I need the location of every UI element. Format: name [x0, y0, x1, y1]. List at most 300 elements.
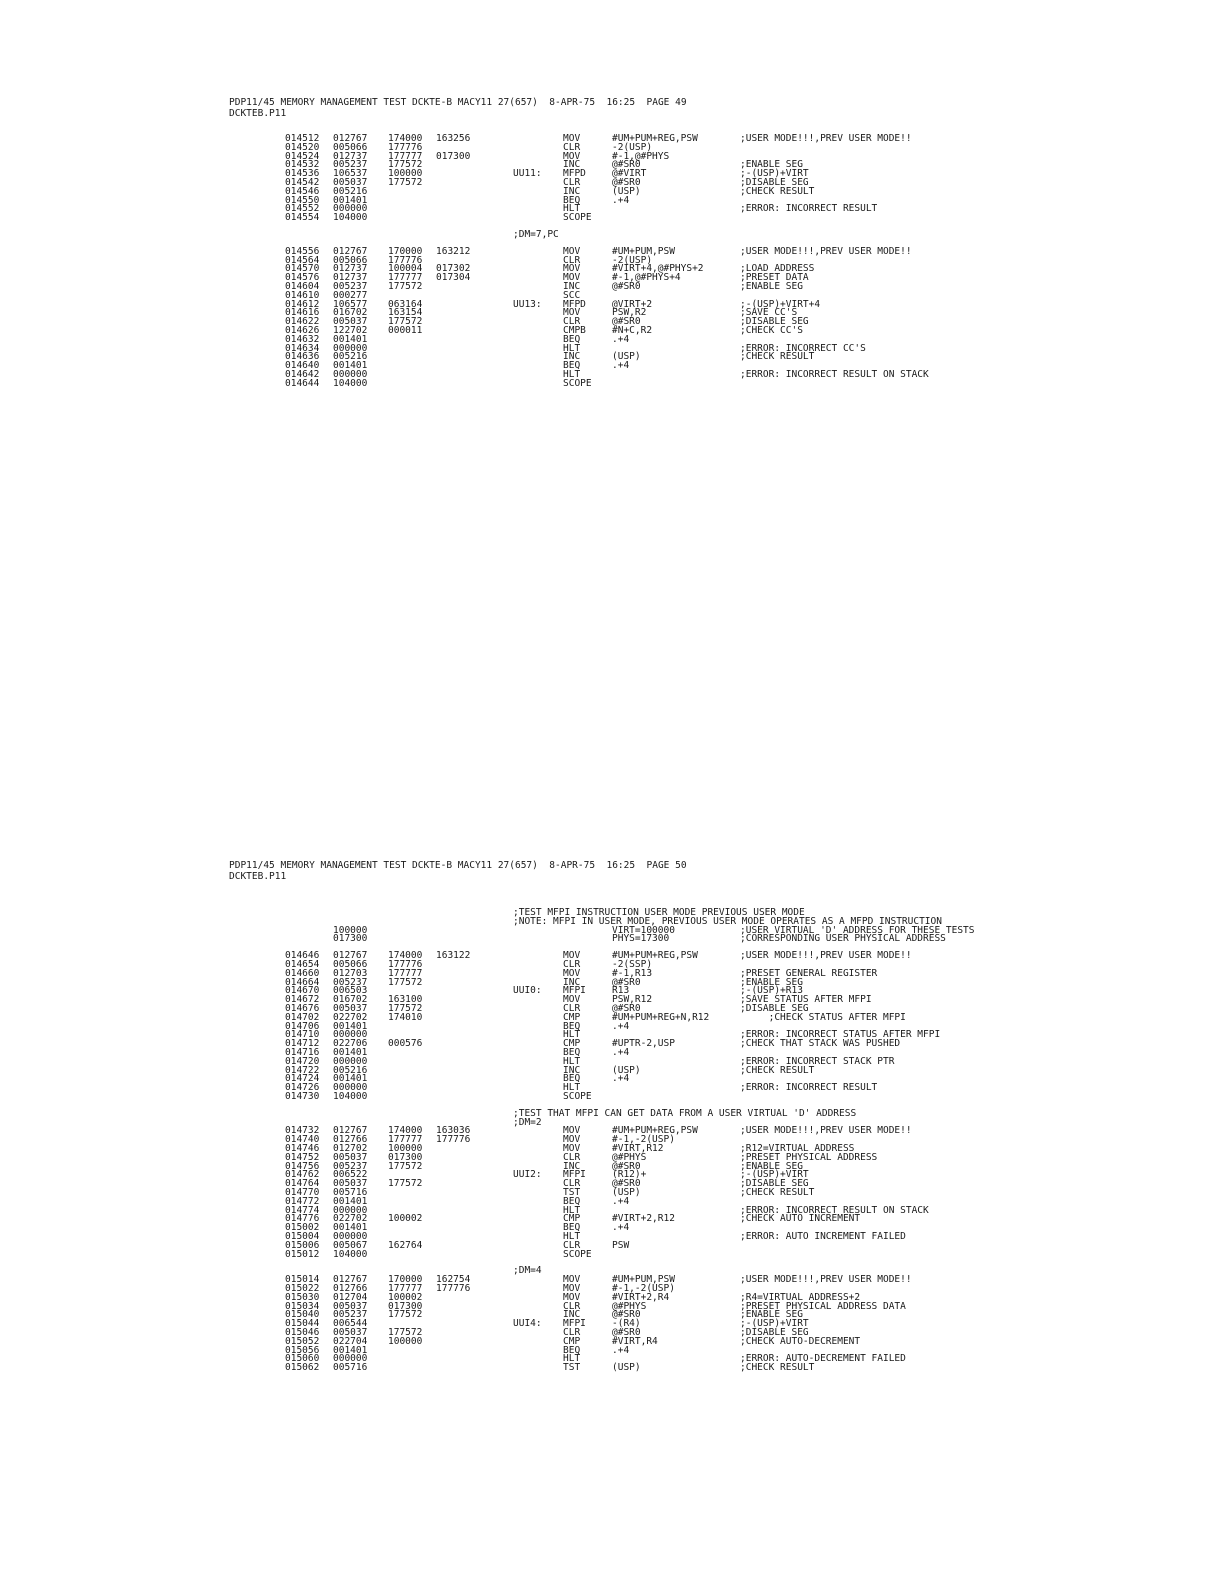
comment: ;USER MODE!!!,PREV USER MODE!! — [740, 133, 912, 144]
label: ;DM=2 — [513, 1116, 542, 1128]
word-2: 100000 — [388, 1143, 423, 1154]
operand: -2(USP) — [612, 254, 653, 266]
word-2: 174000 — [388, 950, 423, 962]
address: 014654 — [285, 959, 320, 970]
comment: ;PRESET PHYSICAL ADDRESS — [740, 1151, 878, 1163]
comment: ;DISABLE SEG — [740, 1003, 809, 1014]
word-1: 012703 — [333, 967, 368, 979]
opcode: INC — [563, 185, 581, 197]
word-2: 063164 — [388, 298, 423, 310]
opcode: CLR — [563, 254, 581, 266]
word-1: 005066 — [333, 959, 368, 970]
operand: #UM+PUM,PSW — [612, 245, 675, 257]
word-2: 017300 — [388, 1300, 423, 1312]
address: 014660 — [285, 967, 320, 979]
address: 014564 — [285, 254, 320, 266]
opcode: HLT — [563, 342, 581, 354]
page-header: PDP11/45 MEMORY MANAGEMENT TEST DCKTE-B MACY11 27(657) 8-APR-75 16:25 PAGE 50 — [229, 860, 687, 871]
operand: .+4 — [612, 1344, 630, 1356]
address: 014772 — [285, 1195, 320, 1207]
word-2: 177776 — [388, 141, 423, 153]
comment: ;ERROR: INCORRECT CC'S — [740, 342, 866, 354]
address: 014740 — [285, 1134, 320, 1146]
opcode: CLR — [563, 141, 581, 153]
operand: @#SR0 — [612, 1309, 641, 1321]
opcode: INC — [563, 1160, 581, 1172]
comment: ;PRESET DATA — [740, 272, 809, 284]
address: 014724 — [285, 1073, 320, 1085]
label: ;NOTE: MFPI IN USER MODE, PREVIOUS USER MODE OPERATES AS A MFPD INSTRUCTION — [513, 915, 942, 927]
word-1: 005237 — [333, 281, 368, 292]
word-1: 001401 — [333, 360, 368, 372]
address: 014710 — [285, 1029, 320, 1041]
word-1: 000000 — [333, 342, 368, 354]
operand: @#SR0 — [612, 1178, 641, 1190]
word-1: 022704 — [333, 1335, 368, 1347]
word-1: 001401 — [333, 1047, 368, 1058]
word-2: 177572 — [388, 1003, 423, 1014]
opcode: CLR — [563, 1327, 581, 1338]
word-2: 017300 — [388, 1151, 423, 1163]
word-1: 000000 — [333, 203, 368, 215]
word-1: 104000 — [333, 1248, 368, 1260]
opcode: CMP — [563, 1213, 581, 1225]
word-1: 017300 — [333, 933, 368, 945]
address: 014616 — [285, 307, 320, 319]
word-1: 104000 — [333, 1091, 368, 1102]
comment: ;DISABLE SEG — [740, 177, 809, 188]
opcode: SCOPE — [563, 1091, 592, 1102]
operand: @VIRT+2 — [612, 298, 653, 310]
address: 014512 — [285, 133, 320, 144]
comment: ;ENABLE SEG — [740, 159, 803, 171]
word-1: 005037 — [333, 1151, 368, 1163]
opcode: MOV — [563, 245, 581, 257]
comment: ;CHECK THAT STACK WAS PUSHED — [740, 1038, 901, 1050]
label: UU13: — [513, 298, 542, 310]
word-1: 000000 — [333, 1082, 368, 1094]
operand: .+4 — [612, 1222, 630, 1234]
word-1: 005237 — [333, 159, 368, 171]
operand: @#PHYS — [612, 1300, 647, 1312]
label: ;DM=7,PC — [513, 229, 559, 240]
opcode: MOV — [563, 307, 581, 319]
word-2: 163100 — [388, 994, 423, 1006]
comment: ;-(USP)+VIRT — [740, 1169, 809, 1181]
word-2: 177777 — [388, 150, 423, 162]
address: 014756 — [285, 1160, 320, 1172]
word-3: 177776 — [436, 1283, 471, 1294]
word-1: 012737 — [333, 263, 368, 275]
operand: @#SR0 — [612, 1327, 641, 1338]
operand: .+4 — [612, 333, 630, 345]
comment: ;ENABLE SEG — [740, 1309, 803, 1321]
comment: ;-(USP)+R13 — [740, 985, 803, 997]
word-1: 012767 — [333, 1125, 368, 1137]
code-line — [285, 933, 1085, 944]
word-1: 005716 — [333, 1187, 368, 1198]
word-2: 177572 — [388, 1309, 423, 1321]
operand: -2(SSP) — [612, 959, 653, 970]
address: 014706 — [285, 1020, 320, 1032]
word-3: 017302 — [436, 263, 471, 275]
word-2: 100000 — [388, 1335, 423, 1347]
opcode: BEQ — [563, 1344, 581, 1356]
opcode: CLR — [563, 1178, 581, 1190]
word-1: 005037 — [333, 1327, 368, 1338]
operand: @#SR0 — [612, 281, 641, 292]
word-1: 005237 — [333, 1309, 368, 1321]
comment: ;PRESET PHYSICAL ADDRESS DATA — [740, 1300, 906, 1312]
opcode: HLT — [563, 1353, 581, 1365]
word-1: 000277 — [333, 289, 368, 301]
opcode: BEQ — [563, 333, 581, 345]
word-2: 100004 — [388, 263, 423, 275]
word-3: 162754 — [436, 1274, 471, 1286]
opcode: MOV — [563, 1134, 581, 1146]
operand: R13 — [612, 985, 630, 997]
address: 014720 — [285, 1055, 320, 1067]
address: 015056 — [285, 1344, 320, 1356]
opcode: CLR — [563, 1300, 581, 1312]
operand: @#VIRT — [612, 168, 647, 180]
label: UUI0: — [513, 985, 542, 997]
word-1: 001401 — [333, 1344, 368, 1356]
comment: ;ERROR: INCORRECT RESULT ON STACK — [740, 369, 929, 380]
comment: ;USER MODE!!!,PREV USER MODE!! — [740, 245, 912, 257]
word-1: 005037 — [333, 177, 368, 188]
operand: VIRT=100000 — [612, 924, 675, 936]
comment: ;DISABLE SEG — [740, 1178, 809, 1190]
word-2: 177777 — [388, 272, 423, 284]
opcode: MOV — [563, 994, 581, 1006]
opcode: BEQ — [563, 1222, 581, 1234]
word-1: 000000 — [333, 1231, 368, 1242]
opcode: MOV — [563, 272, 581, 284]
word-2: 177572 — [388, 1327, 423, 1338]
word-1: 012767 — [333, 1274, 368, 1286]
word-1: 012766 — [333, 1283, 368, 1294]
operand: #VIRT+2,R4 — [612, 1291, 670, 1303]
opcode: MOV — [563, 150, 581, 162]
opcode: MOV — [563, 1274, 581, 1286]
operand: #VIRT+4,@#PHYS+2 — [612, 263, 704, 275]
comment: ;USER VIRTUAL 'D' ADDRESS FOR THESE TESTS — [740, 924, 975, 936]
word-1: 122702 — [333, 325, 368, 336]
opcode: SCOPE — [563, 377, 592, 389]
opcode: INC — [563, 1309, 581, 1321]
word-2: 174010 — [388, 1011, 423, 1023]
word-1: 001401 — [333, 1073, 368, 1085]
word-2: 000576 — [388, 1038, 423, 1050]
address: 015052 — [285, 1335, 320, 1347]
operand: .+4 — [612, 1073, 630, 1085]
comment: ;CORRESPONDING USER PHYSICAL ADDRESS — [740, 933, 946, 945]
word-1: 005037 — [333, 1178, 368, 1190]
word-1: 012702 — [333, 1143, 368, 1154]
comment: ;R12=VIRTUAL ADDRESS — [740, 1143, 855, 1154]
operand: #-1,-2(USP) — [612, 1134, 675, 1146]
opcode: CLR — [563, 959, 581, 970]
comment: ;-(USP)+VIRT — [740, 1318, 809, 1330]
address: 014636 — [285, 351, 320, 363]
operand: -(R4) — [612, 1318, 641, 1330]
word-3: 017300 — [436, 150, 471, 162]
opcode: CMP — [563, 1038, 581, 1050]
comment: ;ERROR: AUTO-DECREMENT FAILED — [740, 1353, 906, 1365]
word-2: 177572 — [388, 281, 423, 292]
comment: ;-(USP)+VIRT+4 — [740, 298, 821, 310]
word-1: 016702 — [333, 994, 368, 1006]
word-2: 000011 — [388, 325, 423, 336]
opcode: MFPD — [563, 168, 586, 180]
comment: ;ERROR: INCORRECT RESULT ON STACK — [740, 1204, 929, 1216]
comment: ;CHECK RESULT — [740, 185, 815, 197]
operand: @#SR0 — [612, 1003, 641, 1014]
operand: -2(USP) — [612, 141, 653, 153]
operand: @#SR0 — [612, 976, 641, 988]
comment: ;CHECK CC'S — [740, 325, 803, 336]
address: 015040 — [285, 1309, 320, 1321]
word-3: 017304 — [436, 272, 471, 284]
opcode: MOV — [563, 967, 581, 979]
comment: ;ERROR: INCORRECT STATUS AFTER MFPI — [740, 1029, 941, 1041]
file-name: DCKTEB.P11 — [229, 871, 287, 882]
comment: ;USER MODE!!!,PREV USER MODE!! — [740, 1274, 912, 1286]
operand: (USP) — [612, 1187, 641, 1198]
opcode: SCOPE — [563, 1248, 592, 1260]
address: 015006 — [285, 1239, 320, 1251]
word-1: 012767 — [333, 245, 368, 257]
opcode: MFPI — [563, 1318, 586, 1330]
opcode: BEQ — [563, 360, 581, 372]
address: 014532 — [285, 159, 320, 171]
address: 014764 — [285, 1178, 320, 1190]
comment: ;DISABLE SEG — [740, 1327, 809, 1338]
operand: .+4 — [612, 360, 630, 372]
opcode: INC — [563, 351, 581, 363]
opcode: TST — [563, 1187, 581, 1198]
opcode: MOV — [563, 133, 581, 144]
address: 014646 — [285, 950, 320, 962]
operand: @#PHYS — [612, 1151, 647, 1163]
word-1: 001401 — [333, 194, 368, 206]
opcode: INC — [563, 281, 581, 292]
operand: #-1,R13 — [612, 967, 653, 979]
comment: ;ENABLE SEG — [740, 1160, 803, 1172]
address: 014712 — [285, 1038, 320, 1050]
word-1: 005237 — [333, 976, 368, 988]
opcode: CLR — [563, 177, 581, 188]
address: 014542 — [285, 177, 320, 188]
operand: (USP) — [612, 1064, 641, 1076]
opcode: TST — [563, 1362, 581, 1374]
operand: @#SR0 — [612, 177, 641, 188]
opcode: CLR — [563, 1239, 581, 1251]
comment: ;CHECK AUTO-DECREMENT — [740, 1335, 861, 1347]
address: 015030 — [285, 1291, 320, 1303]
address: 014546 — [285, 185, 320, 197]
opcode: INC — [563, 1064, 581, 1076]
word-2: 177572 — [388, 177, 423, 188]
comment: ;CHECK STATUS AFTER MFPI — [740, 1011, 906, 1023]
operand: #UPTR-2,USP — [612, 1038, 675, 1050]
word-1: 000000 — [333, 1029, 368, 1041]
code-line — [285, 1362, 1085, 1373]
opcode: MOV — [563, 1291, 581, 1303]
label: UUI4: — [513, 1318, 542, 1330]
opcode: CLR — [563, 1151, 581, 1163]
opcode: SCC — [563, 289, 581, 301]
comment: ;DISABLE SEG — [740, 316, 809, 328]
address: 014752 — [285, 1151, 320, 1163]
address: 014570 — [285, 263, 320, 275]
address: 014762 — [285, 1169, 320, 1181]
word-2: 174000 — [388, 133, 423, 144]
word-1: 012737 — [333, 272, 368, 284]
word-2: 177572 — [388, 1160, 423, 1172]
word-2: 177777 — [388, 1283, 423, 1294]
word-1: 022702 — [333, 1011, 368, 1023]
word-2: 100000 — [388, 168, 423, 180]
word-3: 163036 — [436, 1125, 471, 1137]
address: 014552 — [285, 203, 320, 215]
address: 014550 — [285, 194, 320, 206]
opcode: CLR — [563, 1003, 581, 1014]
opcode: HLT — [563, 1082, 581, 1094]
address: 014770 — [285, 1187, 320, 1198]
word-2: 177777 — [388, 1134, 423, 1146]
address: 015034 — [285, 1300, 320, 1312]
opcode: HLT — [563, 1204, 581, 1216]
address: 014632 — [285, 333, 320, 345]
word-1: 001401 — [333, 1222, 368, 1234]
address: 014604 — [285, 281, 320, 292]
file-name: DCKTEB.P11 — [229, 108, 287, 119]
address: 014642 — [285, 369, 320, 380]
label: ;TEST THAT MFPI CAN GET DATA FROM A USER VIRTUAL 'D' ADDRESS — [513, 1107, 857, 1119]
address: 014776 — [285, 1213, 320, 1225]
operand: #N+C,R2 — [612, 325, 653, 336]
comment: ;USER MODE!!!,PREV USER MODE!! — [740, 950, 912, 962]
operand: #VIRT,R12 — [612, 1143, 664, 1154]
address: 014554 — [285, 212, 320, 224]
opcode: MOV — [563, 1143, 581, 1154]
address: 014556 — [285, 245, 320, 257]
address: 014622 — [285, 316, 320, 328]
word-1: 005066 — [333, 254, 368, 266]
word-1: 012767 — [333, 133, 368, 144]
opcode: CMP — [563, 1011, 581, 1023]
opcode: HLT — [563, 1231, 581, 1242]
page-header: PDP11/45 MEMORY MANAGEMENT TEST DCKTE-B MACY11 27(657) 8-APR-75 16:25 PAGE 49 — [229, 97, 687, 108]
word-1: 006503 — [333, 985, 368, 997]
word-1: 005066 — [333, 141, 368, 153]
operand: .+4 — [612, 1195, 630, 1207]
word-1: 012704 — [333, 1291, 368, 1303]
code-line — [285, 1249, 1085, 1260]
operand: PSW,R2 — [612, 307, 647, 319]
address: 014722 — [285, 1064, 320, 1076]
opcode: CMP — [563, 1335, 581, 1347]
code-line — [285, 212, 1085, 223]
word-2: 100002 — [388, 1213, 423, 1225]
opcode: BEQ — [563, 1195, 581, 1207]
word-1: 012737 — [333, 150, 368, 162]
operand: PSW — [612, 1239, 630, 1251]
comment: ;CHECK RESULT — [740, 1362, 815, 1374]
word-1: 104000 — [333, 212, 368, 224]
word-1: 005216 — [333, 1064, 368, 1076]
opcode: MOV — [563, 263, 581, 275]
word-2: 163154 — [388, 307, 423, 319]
word-1: 005037 — [333, 1003, 368, 1014]
opcode: HLT — [563, 369, 581, 380]
opcode: MFPI — [563, 1169, 586, 1181]
comment: ;CHECK RESULT — [740, 351, 815, 363]
label: UU11: — [513, 168, 542, 180]
comment: ;ERROR: INCORRECT RESULT — [740, 1082, 878, 1094]
operand: #VIRT,R4 — [612, 1335, 658, 1347]
word-2: 170000 — [388, 245, 423, 257]
word-1: 106577 — [333, 298, 368, 310]
opcode: INC — [563, 976, 581, 988]
word-1: 006522 — [333, 1169, 368, 1181]
word-2: 170000 — [388, 1274, 423, 1286]
operand: @#SR0 — [612, 316, 641, 328]
word-2: 177776 — [388, 959, 423, 970]
word-1: 000000 — [333, 1353, 368, 1365]
opcode: HLT — [563, 203, 581, 215]
comment: ;SAVE STATUS AFTER MFPI — [740, 994, 872, 1006]
address: 014746 — [285, 1143, 320, 1154]
opcode: HLT — [563, 1029, 581, 1041]
address: 015004 — [285, 1231, 320, 1242]
operand: #UM+PUM+REG+N,R12 — [612, 1011, 710, 1023]
address: 014612 — [285, 298, 320, 310]
operand: #VIRT+2,R12 — [612, 1213, 675, 1225]
word-2: 177572 — [388, 1178, 423, 1190]
address: 015012 — [285, 1248, 320, 1260]
comment: ;SAVE CC'S — [740, 307, 798, 319]
code-line — [285, 1091, 1085, 1102]
comment: ;ENABLE SEG — [740, 976, 803, 988]
opcode: MOV — [563, 1283, 581, 1294]
address: 014640 — [285, 360, 320, 372]
operand: (R12)+ — [612, 1169, 647, 1181]
address: 014664 — [285, 976, 320, 988]
word-1: 005067 — [333, 1239, 368, 1251]
comment: ;ERROR: INCORRECT RESULT — [740, 203, 878, 215]
operand: (USP) — [612, 1362, 641, 1374]
operand: (USP) — [612, 351, 641, 363]
opcode: MFPD — [563, 298, 586, 310]
word-1: 005237 — [333, 1160, 368, 1172]
word-2: 177776 — [388, 254, 423, 266]
address: 015014 — [285, 1274, 320, 1286]
address: 015044 — [285, 1318, 320, 1330]
comment: ;ENABLE SEG — [740, 281, 803, 292]
address: 015060 — [285, 1353, 320, 1365]
address: 014730 — [285, 1091, 320, 1102]
comment: ;ERROR: AUTO INCREMENT FAILED — [740, 1231, 906, 1242]
word-1: 000000 — [333, 1204, 368, 1216]
operand: @#SR0 — [612, 159, 641, 171]
operand: #UM+PUM+REG,PSW — [612, 950, 698, 962]
opcode: MOV — [563, 950, 581, 962]
comment: ;CHECK RESULT — [740, 1187, 815, 1198]
word-1: 022702 — [333, 1213, 368, 1225]
